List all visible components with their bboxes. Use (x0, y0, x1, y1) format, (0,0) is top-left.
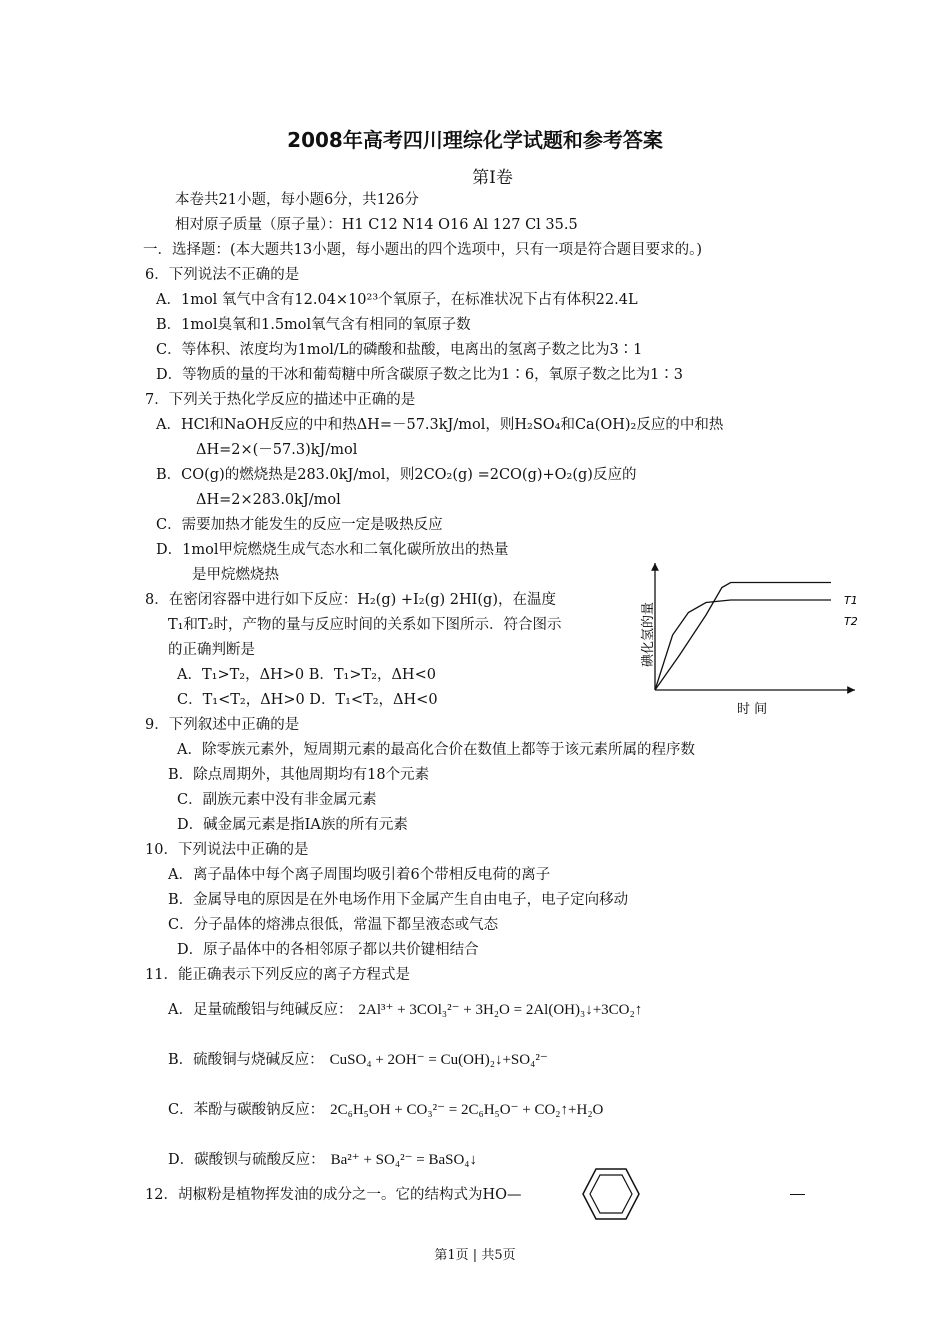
q6-stem: 6．下列说法不正确的是 (145, 267, 300, 283)
q11-option-d-label: D．碳酸钡与硫酸反应： (168, 1152, 325, 1168)
section-header: 一．选择题：(本大题共13小题，每小题出的四个选项中，只有一项是符合题目要求的。) (143, 242, 703, 258)
q7-option-b-line2: ΔH=2×283.0kJ/mol (196, 492, 341, 508)
hi-amount-time-chart (625, 555, 870, 725)
series-line-t1 (655, 583, 831, 691)
q11-option-b-equation: CuSO₄ + 2OH⁻ = Cu(OH)₂↓+SO₄²⁻ (329, 1052, 548, 1068)
q6-option-c: C．等体积、浓度均为1mol/L的磷酸和盐酸，电离出的氢离子数之比为3∶1 (156, 342, 643, 358)
intro-line-1: 本卷共21小题，每小题6分，共126分 (175, 192, 419, 208)
q11-option-a (168, 1000, 642, 1020)
y-axis-label: 碘化氢的量 (641, 601, 656, 667)
q8-options-ab: A．T₁>T₂，ΔH>0 B．T₁>T₂，ΔH<0 (177, 667, 436, 683)
q9-option-c: C．副族元素中没有非金属元素 (177, 792, 377, 808)
q11-option-b (168, 1050, 548, 1070)
q10-option-c: C．分子晶体的熔沸点很低，常温下都呈液态或气态 (168, 917, 499, 933)
q12-bond-dash (790, 1194, 805, 1195)
q8-options-cd: C．T₁<T₂，ΔH>0 D．T₁<T₂，ΔH<0 (177, 692, 438, 708)
q10-option-b: B．金属导电的原因是在外电场作用下金属产生自由电子，电子定向移动 (168, 892, 629, 908)
q8-line-2: T₁和T₂时，产物的量与反应时间的关系如下图所示．符合图示 (168, 617, 562, 633)
q11-stem: 11．能正确表示下列反应的离子方程式是 (145, 967, 410, 983)
q11-option-d-equation: Ba²⁺ + SO₄²⁻ = BaSO₄↓ (330, 1152, 478, 1168)
q9-option-d: D．碱金属元素是指ⅠA族的所有元素 (177, 817, 408, 833)
q10-option-a: A．离子晶体中每个离子周围均吸引着6个带相反电荷的离子 (168, 867, 551, 883)
q6-option-d: D．等物质的量的干冰和葡萄糖中所含碳原子数之比为1∶6，氧原子数之比为1∶3 (156, 367, 684, 383)
q11-option-b-label: B．硫酸铜与烧碱反应： (168, 1052, 324, 1068)
q11-option-a-equation: 2Al³⁺ + 3COl₃²⁻ + 3H₂O = 2Al(OH)₃↓+3CO₂↑ (358, 1002, 643, 1018)
volume-subtitle: 第Ⅰ卷 (472, 168, 513, 188)
q10-stem: 10．下列说法中正确的是 (145, 842, 309, 858)
q11-option-c-equation: 2C₆H₅OH + CO₃²⁻ = 2C₆H₅O⁻ + CO₂↑+H₂O (330, 1102, 604, 1118)
series-label-t1: T1 (844, 594, 858, 607)
q9-stem: 9．下列叙述中正确的是 (145, 717, 300, 733)
q11-option-c (168, 1100, 603, 1120)
q9-option-a: A．除零族元素外，短周期元素的最高化合价在数值上都等于该元素所属的程序数 (177, 742, 695, 758)
q10-option-d: D．原子晶体中的各相邻原子都以共价键相结合 (177, 942, 479, 958)
intro-line-2: 相对原子质量（原子量）：H1 C12 N14 O16 Al 127 Cl 35.5 (175, 217, 578, 233)
series-line-t2 (655, 600, 831, 690)
q11-option-c-label: C．苯酚与碳酸钠反应： (168, 1102, 325, 1118)
q11-option-a-label: A．足量硫酸铝与纯碱反应： (168, 1002, 353, 1018)
page-footer: 第1页 | 共5页 (434, 1248, 516, 1263)
benzene-ring-structure (580, 1166, 642, 1222)
q6-option-a: A．1mol 氧气中含有12.04×10²³个氧原子，在标准状况下占有体积22.4L (156, 292, 638, 308)
q6-option-b: B．1mol臭氧和1.5mol氧气含有相同的氧原子数 (156, 317, 471, 333)
q9-option-b: B．除点周期外，其他周期均有18个元素 (168, 767, 430, 783)
q7-option-d-line1: D．1mol甲烷燃烧生成气态水和二氧化碳所放出的热量 (156, 542, 509, 558)
x-axis-label: 时 间 (737, 702, 768, 717)
q7-option-b-line1: B．CO(g)的燃烧热是283.0kJ/mol，则2CO₂(g) =2CO(g)+O₂(g)反应的 (156, 467, 637, 483)
q7-option-a-line1: A．HCl和NaOH反应的中和热ΔH=－57.3kJ/mol，则H₂SO₄和Ca(OH)₂反应的中和热 (156, 417, 724, 433)
q7-option-c: C．需要加热才能发生的反应一定是吸热反应 (156, 517, 443, 533)
q11-option-d (168, 1150, 477, 1170)
series-label-t2: T2 (844, 615, 858, 628)
q7-option-a-line2: ΔH=2×(－57.3)kJ/mol (196, 442, 358, 458)
q12-stem: 12．胡椒粉是植物挥发油的成分之一。它的结构式为HO— (145, 1187, 522, 1203)
q7-option-d-line2: 是甲烷燃烧热 (192, 567, 279, 583)
q8-line-3: 的正确判断是 (168, 642, 255, 658)
page-title: 2008年高考四川理综化学试题和参考答案 (287, 128, 663, 152)
q7-stem: 7．下列关于热化学反应的描述中正确的是 (145, 392, 416, 408)
q8-line-1: 8．在密闭容器中进行如下反应：H₂(g) +I₂(g) 2HI(g)，在温度 (145, 592, 556, 608)
